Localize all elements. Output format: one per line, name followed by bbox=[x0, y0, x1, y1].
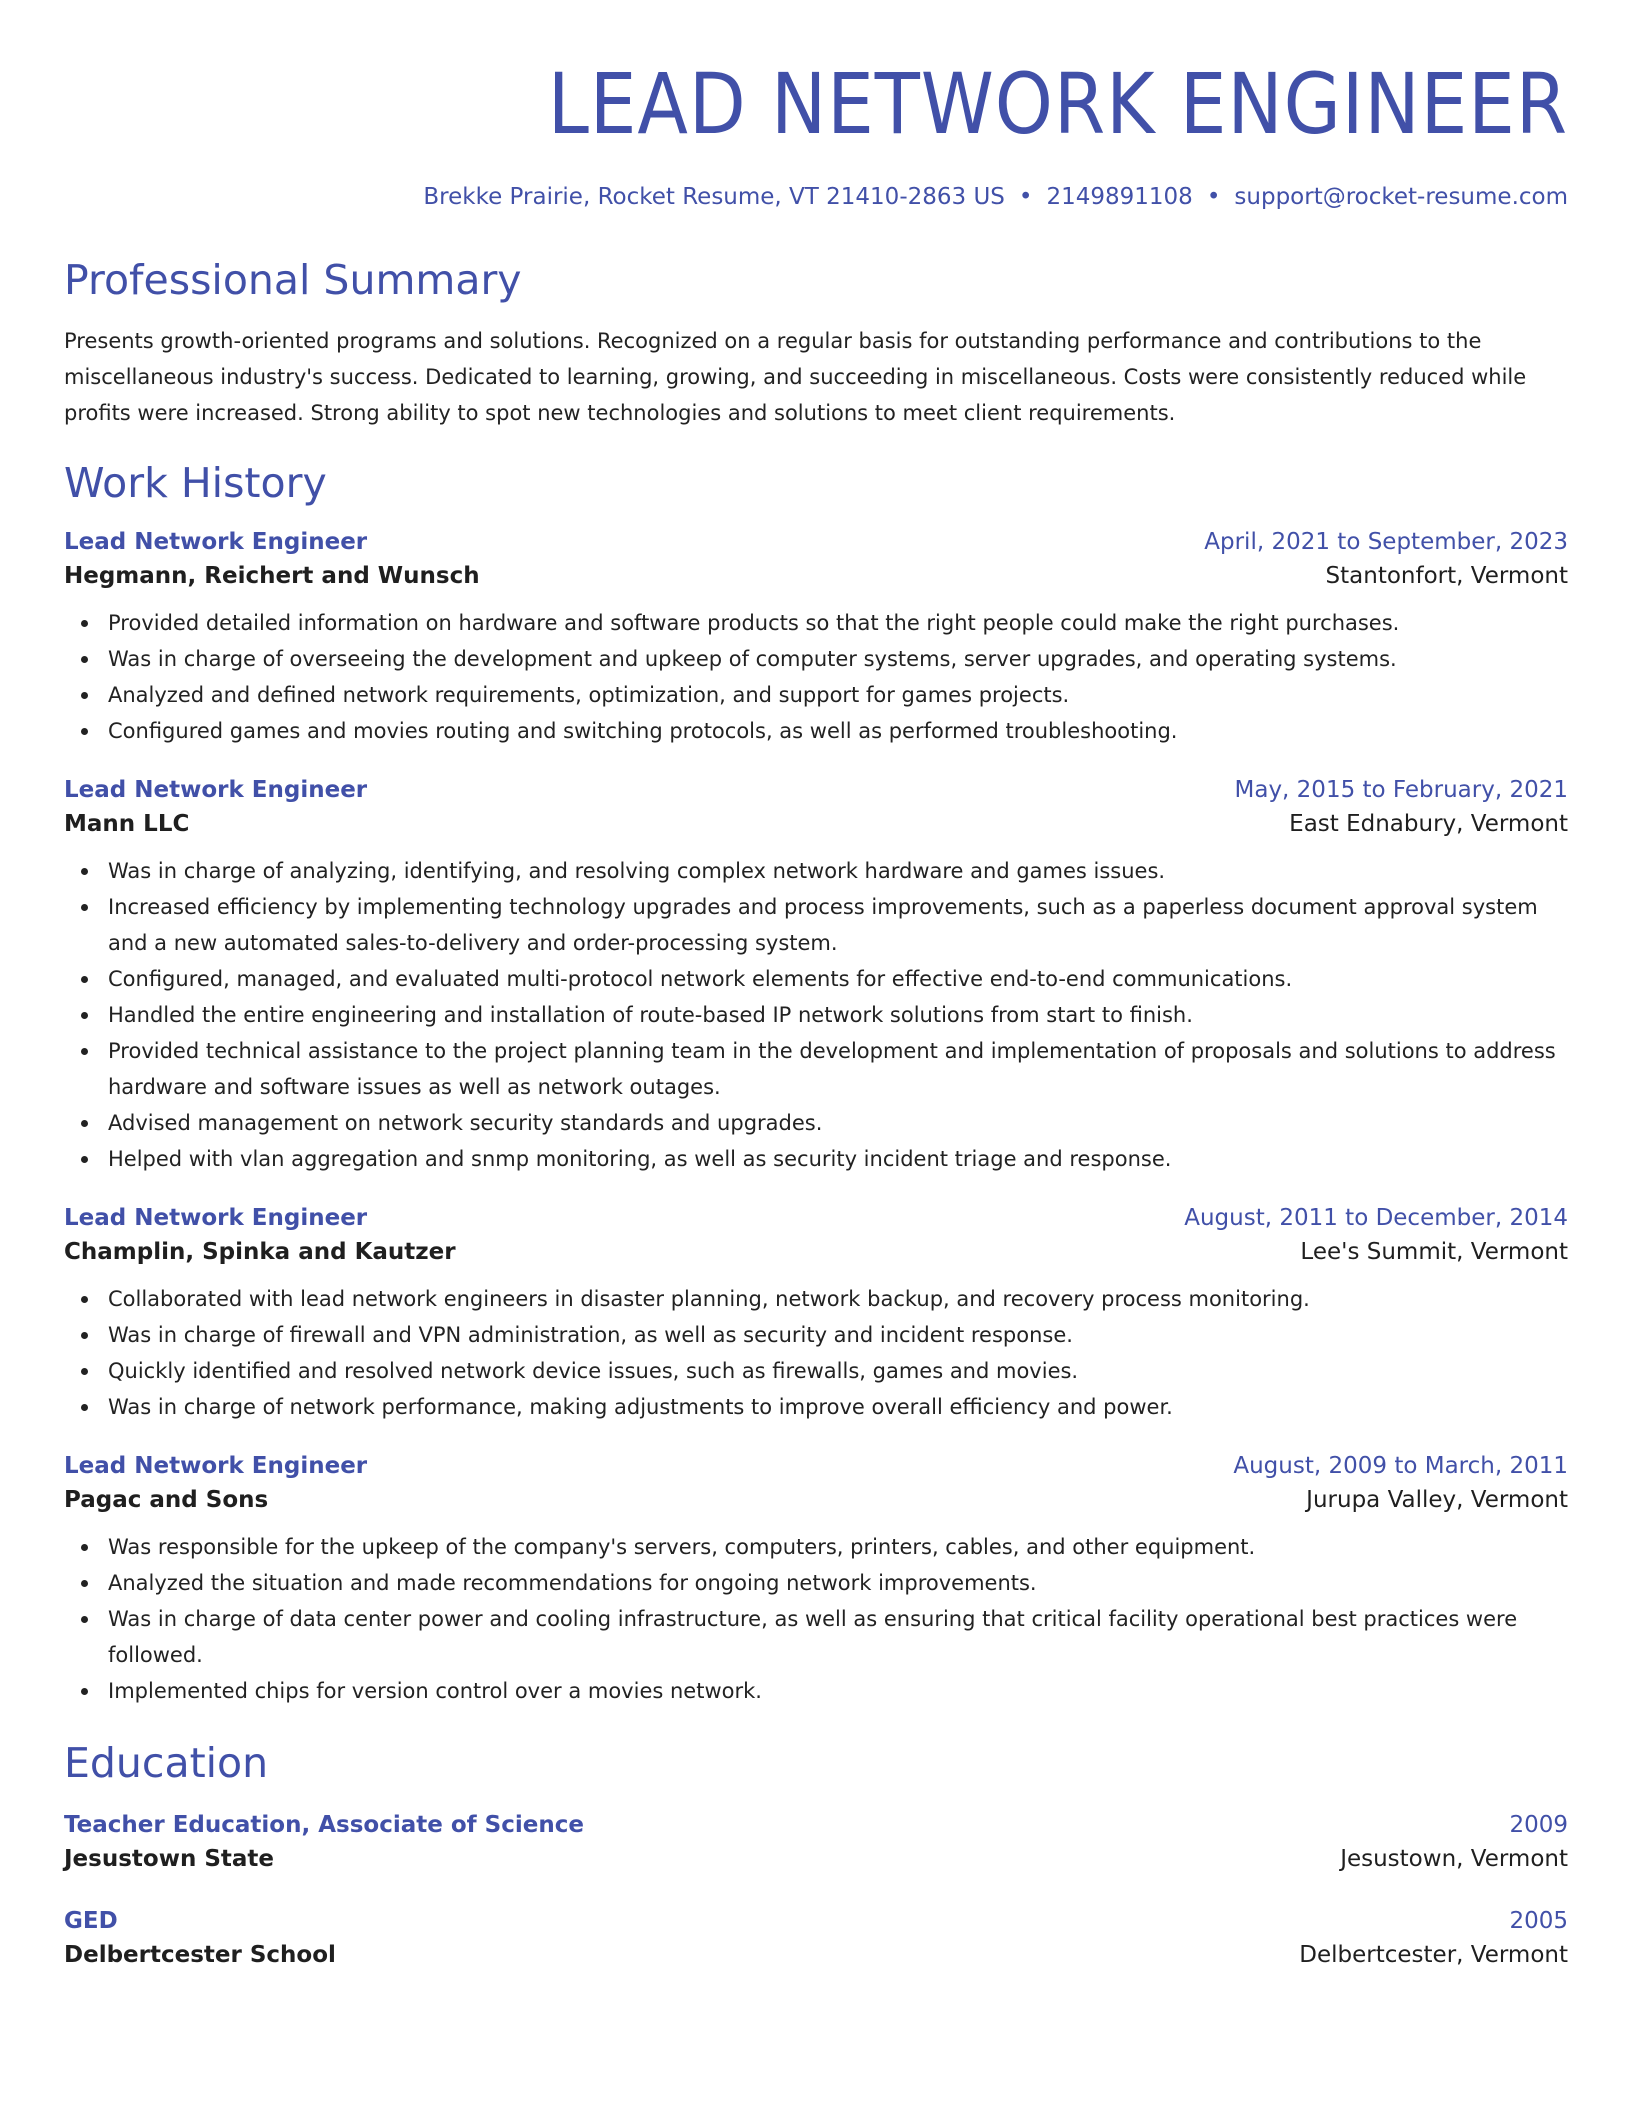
job-company: Hegmann, Reichert and Wunsch bbox=[64, 563, 480, 589]
education-section bbox=[64, 1739, 1568, 1968]
list-item: Handled the entire engineering and installation of route-based IP network solutions from start to finish. bbox=[64, 997, 1568, 1033]
education-school-row bbox=[64, 1942, 1568, 1968]
list-item: Was in charge of firewall and VPN administration, as well as security and incident response. bbox=[64, 1317, 1568, 1353]
job-bullets bbox=[64, 853, 1568, 1177]
job-company-row bbox=[64, 1487, 1568, 1513]
job-company-row bbox=[64, 1239, 1568, 1265]
section-title-summary: Professional Summary bbox=[64, 256, 522, 304]
job-dates: August, 2009 to March, 2011 bbox=[1233, 1453, 1568, 1479]
section-title-work-history: Work History bbox=[64, 459, 327, 507]
job-header-row bbox=[64, 1205, 1568, 1231]
job-header-row bbox=[64, 777, 1568, 803]
list-item: Quickly identified and resolved network device issues, such as firewalls, games and movies. bbox=[64, 1353, 1568, 1389]
education-location: Delbertcester, Vermont bbox=[1299, 1942, 1568, 1968]
job-entry bbox=[64, 777, 1568, 1177]
summary-text: Presents growth-oriented programs and solutions. Recognized on a regular basis for outstanding performance and contributions to the miscellaneous industry's success. Dedicated to learning, growing, and succeeding in miscellaneous. Costs were consistently reduced while profits were increased. Strong ability to spot new technologies and solutions to meet client requirements. bbox=[64, 329, 1527, 425]
section-title-education: Education bbox=[64, 1739, 269, 1787]
education-school-row bbox=[64, 1846, 1568, 1872]
job-role: Lead Network Engineer bbox=[64, 1453, 368, 1479]
job-company: Pagac and Sons bbox=[64, 1487, 269, 1513]
education-degree: Teacher Education, Associate of Science bbox=[64, 1812, 584, 1838]
job-dates: May, 2015 to February, 2021 bbox=[1234, 777, 1568, 803]
contact-line bbox=[64, 184, 1568, 210]
list-item: Analyzed the situation and made recommendations for ongoing network improvements. bbox=[64, 1565, 1568, 1601]
list-item: Was responsible for the upkeep of the company's servers, computers, printers, cables, and other equipment. bbox=[64, 1529, 1568, 1565]
list-item: Increased efficiency by implementing technology upgrades and process improvements, such as a paperless document approval system and a new automated sales-to-delivery and order-processing system. bbox=[64, 889, 1568, 961]
job-company-row bbox=[64, 811, 1568, 837]
education-degree: GED bbox=[64, 1908, 118, 1934]
job-header-row bbox=[64, 529, 1568, 555]
list-item: Configured, managed, and evaluated multi-protocol network elements for effective end-to-end communications. bbox=[64, 961, 1568, 997]
list-item: Was in charge of overseeing the development and upkeep of computer systems, server upgrades, and operating systems. bbox=[64, 641, 1568, 677]
job-dates: April, 2021 to September, 2023 bbox=[1204, 529, 1568, 555]
contact-email: support@rocket-resume.com bbox=[1234, 184, 1568, 210]
job-location: Stantonfort, Vermont bbox=[1325, 563, 1568, 589]
summary-section bbox=[64, 256, 1568, 431]
job-location: Lee's Summit, Vermont bbox=[1300, 1239, 1568, 1265]
list-item: Advised management on network security standards and upgrades. bbox=[64, 1105, 1568, 1141]
job-entry bbox=[64, 1453, 1568, 1709]
job-role: Lead Network Engineer bbox=[64, 1205, 368, 1231]
job-location: Jurupa Valley, Vermont bbox=[1306, 1487, 1568, 1513]
contact-separator: • bbox=[1206, 184, 1221, 210]
education-entry bbox=[64, 1812, 1568, 1872]
contact-phone: 2149891108 bbox=[1046, 184, 1193, 210]
job-entry bbox=[64, 529, 1568, 749]
job-company: Champlin, Spinka and Kautzer bbox=[64, 1239, 456, 1265]
job-company: Mann LLC bbox=[64, 811, 190, 837]
job-role: Lead Network Engineer bbox=[64, 777, 368, 803]
education-school: Jesustown State bbox=[64, 1846, 275, 1872]
education-school: Delbertcester School bbox=[64, 1942, 336, 1968]
contact-address: Brekke Prairie, Rocket Resume, VT 21410-2863 US bbox=[423, 184, 1005, 210]
job-dates: August, 2011 to December, 2014 bbox=[1184, 1205, 1568, 1231]
resume-page bbox=[64, 0, 1568, 1968]
list-item: Implemented chips for version control over a movies network. bbox=[64, 1673, 1568, 1709]
education-header-row bbox=[64, 1908, 1568, 1934]
list-item: Configured games and movies routing and switching protocols, as well as performed troubleshooting. bbox=[64, 713, 1568, 749]
job-bullets bbox=[64, 1281, 1568, 1425]
education-location: Jesustown, Vermont bbox=[1340, 1846, 1568, 1872]
education-header-row bbox=[64, 1812, 1568, 1838]
job-location: East Ednabury, Vermont bbox=[1289, 811, 1568, 837]
job-role: Lead Network Engineer bbox=[64, 529, 368, 555]
education-year: 2009 bbox=[1509, 1812, 1568, 1838]
education-year: 2005 bbox=[1509, 1908, 1568, 1934]
job-company-row bbox=[64, 563, 1568, 589]
list-item: Analyzed and defined network requirements, optimization, and support for games projects. bbox=[64, 677, 1568, 713]
list-item: Collaborated with lead network engineers in disaster planning, network backup, and recovery process monitoring. bbox=[64, 1281, 1568, 1317]
list-item: Provided technical assistance to the project planning team in the development and implementation of proposals and solutions to address hardware and software issues as well as network outages. bbox=[64, 1033, 1568, 1105]
job-header-row bbox=[64, 1453, 1568, 1479]
job-entry bbox=[64, 1205, 1568, 1425]
education-entry bbox=[64, 1908, 1568, 1968]
work-history-section bbox=[64, 459, 1568, 1709]
list-item: Provided detailed information on hardware and software products so that the right people could make the right purchases. bbox=[64, 605, 1568, 641]
list-item: Was in charge of data center power and cooling infrastructure, as well as ensuring that critical facility operational best practices were followed. bbox=[64, 1601, 1568, 1673]
list-item: Was in charge of analyzing, identifying, and resolving complex network hardware and games issues. bbox=[64, 853, 1568, 889]
job-bullets bbox=[64, 605, 1568, 749]
list-item: Helped with vlan aggregation and snmp monitoring, as well as security incident triage and response. bbox=[64, 1141, 1568, 1177]
contact-separator: • bbox=[1018, 184, 1033, 210]
job-bullets bbox=[64, 1529, 1568, 1709]
resume-name: LEAD NETWORK ENGINEER bbox=[547, 55, 1568, 153]
list-item: Was in charge of network performance, making adjustments to improve overall efficiency and power. bbox=[64, 1389, 1568, 1425]
